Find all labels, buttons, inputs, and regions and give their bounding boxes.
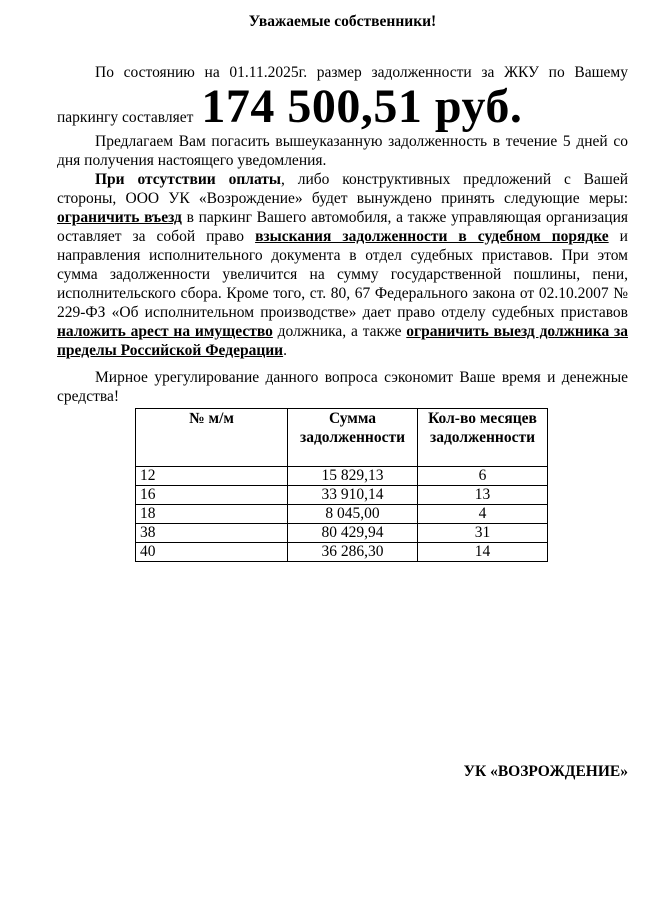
cell-parking-number: 40: [136, 543, 288, 562]
measures-run: и направления исполнительного документа в отдел судебных приставов. При этом сумма задолженности увеличится на сумму государственной пошлины, пени, исполнительского сбора. Кроме того, ст. 80, 67 Федерального закона от 02.10.2007 № 229-ФЗ «Об исполнительном производстве» дает право отделу судебных приставов: [57, 228, 628, 321]
measures-run: должника, а также: [272, 323, 407, 340]
debt-amount: 174 500,51 руб.: [201, 80, 523, 133]
measures-run-court-recovery: взыскания задолженности в судебном порядке: [255, 228, 609, 245]
measures-run-travel-ban: ограничить выезд должника за пределы Российской Федерации: [57, 323, 628, 359]
paragraph-measures: [57, 170, 628, 360]
paragraph-pay: Предлагаем Вам погасить вышеуказанную задолженность в течение 5 дней со дня получения настоящего уведомления.: [57, 133, 628, 169]
amount-prefix: паркингу составляет: [57, 109, 194, 126]
cell-parking-number: 12: [136, 467, 288, 486]
header-parking-number: № м/м: [136, 409, 288, 467]
signature: УК «ВОЗРОЖДЕНИЕ»: [463, 763, 628, 780]
measures-run: в паркинг Вашего автомобиля, а также управляющая организация оставляет за собой право: [57, 209, 629, 245]
debt-table-header-row: [136, 409, 548, 467]
cell-parking-number: 38: [136, 524, 288, 543]
cell-months-count: 6: [418, 467, 548, 486]
cell-debt-sum: 80 429,94: [288, 524, 418, 543]
table-row: [136, 505, 548, 524]
intro-line1: По состоянию на 01.11.2025г. размер задолженности за ЖКУ по Вашему: [95, 64, 628, 81]
cell-debt-sum: 15 829,13: [288, 467, 418, 486]
salutation-heading: Уважаемые собственники!: [248, 13, 437, 30]
cell-parking-number: 18: [136, 505, 288, 524]
cell-debt-sum: 33 910,14: [288, 486, 418, 505]
table-row: [136, 524, 548, 543]
measures-run: , либо конструктивных предложений с Вашей стороны, ООО УК «Возрождение» будет вынуждено принять следующие меры:: [57, 171, 628, 207]
table-row: [136, 486, 548, 505]
measures-run-restrict-entry: ограничить въезд: [57, 209, 182, 226]
intro-amount-line: [57, 82, 628, 132]
header-debt-sum: Сумма задолженности: [288, 409, 418, 467]
cell-parking-number: 16: [136, 486, 288, 505]
cell-months-count: 31: [418, 524, 548, 543]
cell-debt-sum: 36 286,30: [288, 543, 418, 562]
measures-run-bold: При отсутствии оплаты: [95, 171, 282, 188]
measures-run: .: [283, 342, 287, 359]
header-months-count: Кол-во месяцев задолженности: [418, 409, 548, 467]
cell-months-count: 4: [418, 505, 548, 524]
cell-debt-sum: 8 045,00: [288, 505, 418, 524]
cell-months-count: 14: [418, 543, 548, 562]
cell-months-count: 13: [418, 486, 548, 505]
paragraph-peace: Мирное урегулирование данного вопроса сэкономит Ваше время и денежные средства!: [57, 369, 628, 405]
debt-table: [135, 408, 548, 562]
table-row: [136, 467, 548, 486]
measures-run-arrest-property: наложить арест на имущество: [57, 323, 273, 340]
table-row: [136, 543, 548, 562]
